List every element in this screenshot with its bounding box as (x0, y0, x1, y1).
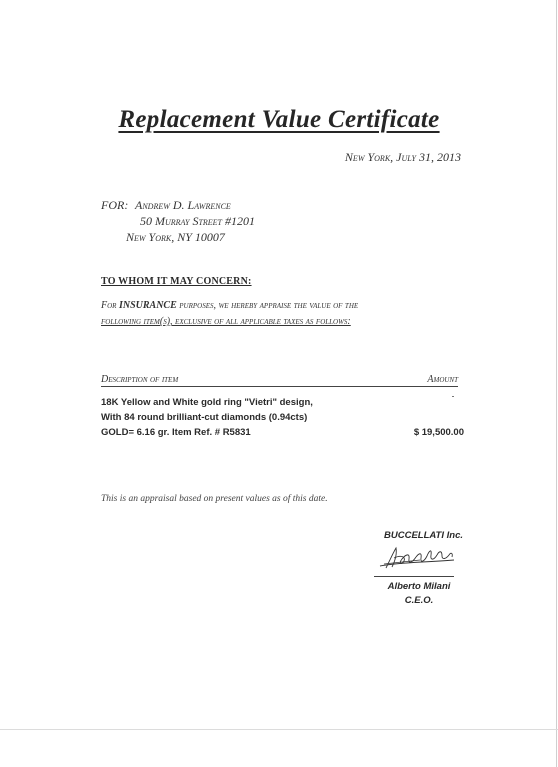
item-description-line-3: GOLD= 6.16 gr. Item Ref. # R5831 (101, 427, 251, 438)
purpose-keyword: INSURANCE (118, 300, 177, 311)
recipient-city: New York, NY 10007 (126, 230, 225, 244)
item-amount: $ 19,500.00 (413, 427, 464, 438)
salutation: TO WHOM IT MAY CONCERN: (101, 276, 252, 287)
item-description-line-2: With 84 round brilliant-cut diamonds (0.94cts) (101, 412, 308, 423)
recipient-name: Andrew D. Lawrence (135, 198, 231, 212)
header-rule (101, 386, 458, 387)
description-header: Description of item (101, 374, 179, 385)
certificate-date: New York, July 31, 2013 (344, 150, 461, 164)
page-bottom-edge (0, 729, 558, 730)
signature-rule (374, 576, 454, 577)
signer-title: C.E.O. (404, 595, 434, 606)
company-name: BUCCELLATI Inc. (384, 530, 463, 541)
signer-name: Alberto Milani (387, 581, 451, 592)
handwritten-signature (376, 544, 458, 572)
for-label: FOR: (101, 198, 129, 212)
certificate-title: Replacement Value Certificate (118, 106, 440, 133)
purpose-prefix: For (101, 300, 117, 311)
appraisal-note: This is an appraisal based on present values as of this date. (101, 494, 328, 504)
recipient-street: 50 Murray Street #1201 (140, 214, 255, 228)
scan-speck (452, 396, 454, 397)
purpose-line-2: following item(s), exclusive of all applicable taxes as follows: (101, 316, 351, 327)
purpose-line-1-rest: purposes, we hereby appraise the value of the (179, 300, 359, 311)
item-description-line-1: 18K Yellow and White gold ring "Vietri" design, (101, 397, 313, 408)
purpose-line-1 (101, 300, 358, 311)
amount-header: Amount (427, 374, 458, 385)
